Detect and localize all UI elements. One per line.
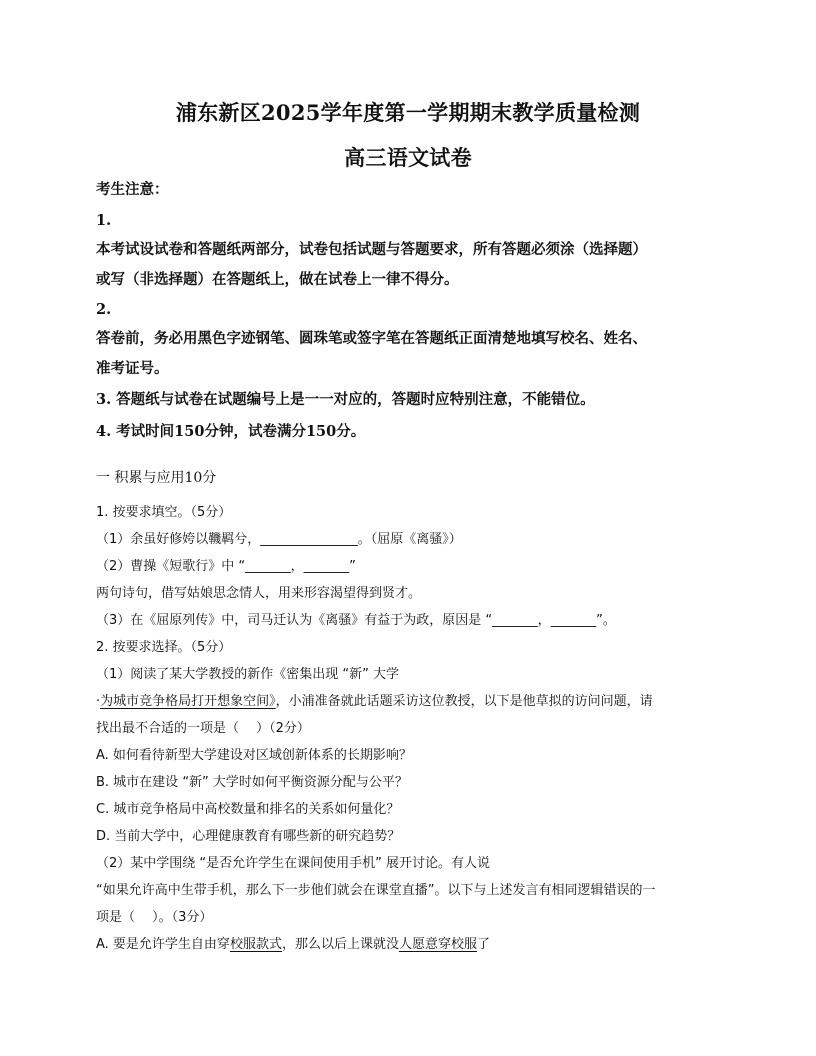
question-2-sub-1-line-1: （1）阅读了某大学教授的新作《密集出现 “新” 大学	[96, 667, 400, 682]
option-d: D. 当前大学中，心理健康教育有哪些新的研究趋势？	[96, 829, 401, 844]
option-2-a	[96, 935, 490, 955]
notice-item-2-number: 2.	[96, 301, 112, 318]
underlined-phrase: 人愿意穿校服	[398, 937, 477, 952]
option-a: A. 如何看待新型大学建设对区域创新体系的长期影响？	[96, 748, 412, 763]
notice-item-2-line-1: 答卷前，务必用黑色字迹钢笔、圆珠笔或签字笔在答题纸正面清楚地填写校名、姓名、	[96, 330, 647, 347]
exam-subtitle: 高三语文试卷	[344, 145, 472, 170]
underlined-phrase: 校服款式	[229, 937, 282, 952]
option-b: B. 城市在建设 “新” 大学时如何平衡资源分配与公平？	[96, 775, 408, 790]
notice-item-1-line-1: 本考试设试卷和答题纸两部分，试卷包括试题与答题要求，所有答题必须涂（选择题）	[96, 241, 647, 258]
section-heading: 一 积累与应用10分	[96, 470, 217, 486]
option-c: C. 城市竞争格局中高校数量和排名的关系如何量化？	[96, 802, 400, 817]
question-2-sub-2-line-2: “如果允许高中生带手机，那么下一步他们就会在课堂直播”。以下与上述发言有相同逻辑错误的一	[96, 883, 656, 898]
sentence-rest: ，小浦准备就此话题采访这位教授，以下是他草拟的访问问题，请	[275, 694, 653, 709]
question-2-sub-2-line-3: 项是（ ）。（3分）	[96, 910, 213, 925]
question-1-sub-2-continued: 两句诗句，借写姑娘思念情人，用来形容渴望得到贤才。	[96, 586, 422, 601]
question-1-stem: 1. 按要求填空。（5分）	[96, 505, 232, 520]
underlined-article-title: 为城市竞争格局打开想象空间》	[100, 694, 276, 709]
notice-item-4: 4. 考试时间150分钟，试卷满分150分。	[96, 423, 366, 440]
notice-item-1-line-2: 或写（非选择题）在答题纸上，做在试卷上一律不得分。	[96, 271, 459, 288]
question-1-sub-3: （3）在《屈原列传》中，司马迁认为《离骚》有益于为政，原因是 “_______，_______”。	[96, 613, 616, 628]
question-1-sub-2: （2）曹操《短歌行》中 “_______，_______”	[96, 559, 356, 574]
question-2-sub-2-line-1: （2）某中学围绕 “是否允许学生在课间使用手机” 展开讨论。有人说	[96, 856, 491, 871]
option-text-part: ，那么以后上课就没	[281, 937, 399, 952]
question-1-sub-1: （1）余虽好修姱以鞿羁兮，_______________。（屈原《离骚》）	[96, 532, 462, 547]
question-2-stem: 2. 按要求选择。（5分）	[96, 640, 232, 655]
notice-heading: 考生注意：	[96, 181, 169, 198]
notice-item-3: 3. 答题纸与试卷在试题编号上是一一对应的，答题时应特别注意，不能错位。	[96, 391, 595, 408]
question-2-sub-1-line-2	[96, 692, 653, 712]
option-text-part: A. 要是允许学生自由穿	[96, 937, 230, 952]
exam-title: 浦东新区2025学年度第一学期期末教学质量检测	[175, 100, 641, 125]
bullet-mark: ·	[96, 694, 101, 709]
option-text-part: 了	[476, 937, 490, 952]
question-2-sub-1-line-3: 找出最不合适的一项是（ ）（2分）	[96, 721, 310, 736]
notice-item-1-number: 1.	[96, 212, 112, 229]
notice-item-2-line-2: 准考证号。	[96, 360, 169, 377]
